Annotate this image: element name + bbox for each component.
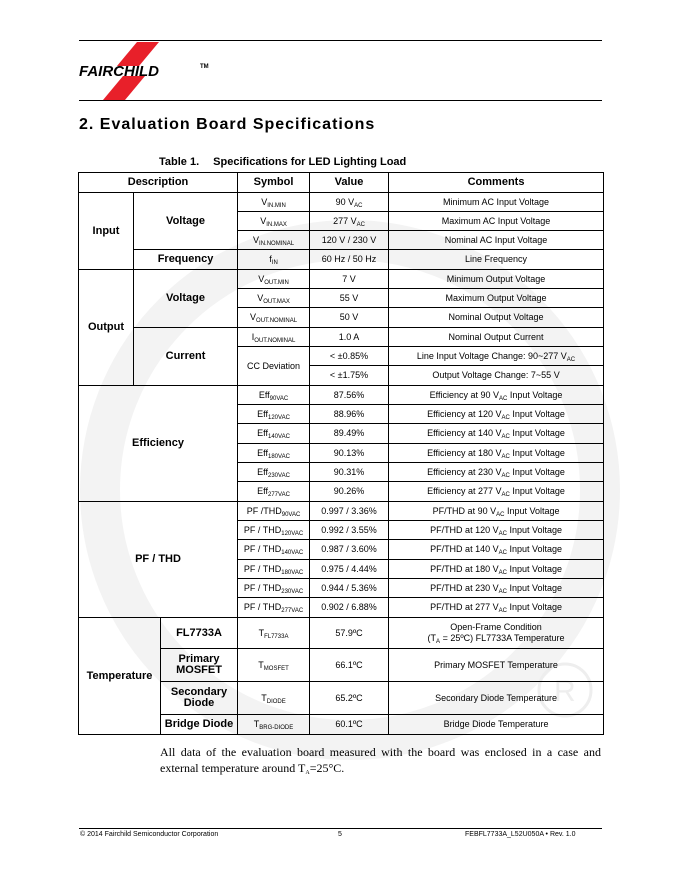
footer-doc-id: FEBFL7733A_L52U050A • Rev. 1.0	[465, 831, 576, 838]
value-cell: 60.1ºC	[310, 715, 389, 735]
value-cell: 87.56%	[310, 386, 389, 405]
group-input-frequency: Frequency	[134, 250, 238, 270]
comment-cell: Nominal Output Voltage	[389, 308, 604, 328]
comment-cell: Primary MOSFET Temperature	[389, 649, 604, 682]
value-cell: 0.987 / 3.60%	[310, 540, 389, 560]
symbol-cc-deviation: CC Deviation	[238, 347, 310, 386]
value-cell: 90.13%	[310, 444, 389, 463]
value-cell: 55 V	[310, 289, 389, 308]
comment-cell: PF/THD at 90 $V_{AC}$ Input Voltage	[389, 502, 604, 521]
value-cell: 90.31%	[310, 463, 389, 482]
symbol-cell: PF / $THD_{230VAC}$	[238, 579, 310, 598]
svg-text:R: R	[554, 675, 576, 708]
comment-cell: Minimum AC Input Voltage	[389, 193, 604, 212]
symbol-cell: $V_{OUT.NOMINAL}$	[238, 308, 310, 328]
value-cell: 90.26%	[310, 482, 389, 502]
symbol-cell: $I_{OUT.NOMINAL}$	[238, 328, 310, 347]
group-temperature: Temperature	[79, 618, 161, 735]
logo-trademark: TM	[200, 64, 209, 70]
header-value: Value	[310, 173, 389, 193]
value-cell: 7 V	[310, 270, 389, 289]
group-output: Output	[79, 270, 134, 386]
table-caption	[159, 156, 406, 168]
table-row	[79, 502, 604, 521]
group-efficiency: Efficiency	[79, 386, 238, 502]
comment-cell: Efficiency at 140 $V_{AC}$ Input Voltage	[389, 424, 604, 444]
comment-cell: Efficiency at 120 $V_{AC}$ Input Voltage	[389, 405, 604, 424]
symbol-cell: Eff$_{230VAC}$	[238, 463, 310, 482]
symbol-cell: $T_{DIODE}$	[238, 682, 310, 715]
symbol-cell: $V_{OUT.MAX}$	[238, 289, 310, 308]
header-comments: Comments	[389, 173, 604, 193]
value-cell: 60 Hz / 50 Hz	[310, 250, 389, 270]
measurement-note: All data of the evaluation board measured with the board was enclosed in a case and external temperature around $T_A=25^\circ C$.	[160, 745, 601, 776]
comment-cell: Open-Frame Condition ($T_A$ = 25ºC) FL7733A Temperature	[389, 618, 604, 649]
value-cell: 0.944 / 5.36%	[310, 579, 389, 598]
comment-cell: PF/THD at 277 $V_{AC}$ Input Voltage	[389, 598, 604, 618]
symbol-cell: $V_{IN.MAX}$	[238, 212, 310, 231]
symbol-cell: PF / $THD_{120VAC}$	[238, 521, 310, 540]
symbol-cell: $V_{IN.MIN}$	[238, 193, 310, 212]
table-number: Table 1.	[159, 156, 200, 168]
value-cell: < ±0.85%	[310, 347, 389, 366]
symbol-cell: $f_{IN}$	[238, 250, 310, 270]
value-cell: 50 V	[310, 308, 389, 328]
value-cell: 66.1ºC	[310, 649, 389, 682]
comment-cell: Minimum Output Voltage	[389, 270, 604, 289]
comment-cell: Maximum Output Voltage	[389, 289, 604, 308]
fairchild-logo	[79, 42, 209, 100]
comment-cell: Nominal AC Input Voltage	[389, 231, 604, 250]
symbol-cell: Eff$_{120VAC}$	[238, 405, 310, 424]
header-top-rule	[79, 40, 602, 41]
value-cell: 89.49%	[310, 424, 389, 444]
comment-cell: Maximum AC Input Voltage	[389, 212, 604, 231]
temp-secondary-label: Secondary Diode	[161, 682, 238, 715]
footer-rule	[79, 828, 602, 829]
symbol-cell: $T_{FL7733A}$	[238, 618, 310, 649]
table-row	[79, 250, 604, 270]
table-row	[79, 270, 604, 289]
symbol-cell: Eff$_{90VAC}$	[238, 386, 310, 405]
section-title: 2. Evaluation Board Specifications	[79, 116, 376, 133]
symbol-cell: PF / $THD_{180VAC}$	[238, 560, 310, 579]
comment-cell: Efficiency at 277 $V_{AC}$ Input Voltage	[389, 482, 604, 502]
table-row	[79, 328, 604, 347]
comment-cell: Line Frequency	[389, 250, 604, 270]
comment-cell: Secondary Diode Temperature	[389, 682, 604, 715]
value-cell: 1.0 A	[310, 328, 389, 347]
symbol-cell: Eff$_{140VAC}$	[238, 424, 310, 444]
group-output-current: Current	[134, 328, 238, 386]
value-cell: < ±1.75%	[310, 366, 389, 386]
table-row	[79, 386, 604, 405]
symbol-cell: $T_{MOSFET}$	[238, 649, 310, 682]
comment-cell: Nominal Output Current	[389, 328, 604, 347]
comment-cell: PF/THD at 180 $V_{AC}$ Input Voltage	[389, 560, 604, 579]
temp-bridge-label: Bridge Diode	[161, 715, 238, 735]
footer-copyright: © 2014 Fairchild Semiconductor Corporation	[80, 831, 219, 838]
value-cell: 88.96%	[310, 405, 389, 424]
comment-cell: Efficiency at 90 $V_{AC}$ Input Voltage	[389, 386, 604, 405]
symbol-cell: $T_{BRG-DIODE}$	[238, 715, 310, 735]
group-input: Input	[79, 193, 134, 270]
footer-page-number: 5	[338, 831, 342, 838]
comment-cell: PF/THD at 230 $V_{AC}$ Input Voltage	[389, 579, 604, 598]
table-row	[79, 193, 604, 212]
logo-wordmark: FAIRCHILD	[79, 63, 159, 80]
symbol-cell: PF / $THD_{140VAC}$	[238, 540, 310, 560]
header-symbol: Symbol	[238, 173, 310, 193]
comment-cell: Bridge Diode Temperature	[389, 715, 604, 735]
symbol-cell: $V_{OUT.MIN}$	[238, 270, 310, 289]
value-cell: 0.997 / 3.36%	[310, 502, 389, 521]
group-output-voltage: Voltage	[134, 270, 238, 328]
value-cell: 90 $V_{AC}$	[310, 193, 389, 212]
value-cell: 120 V / 230 V	[310, 231, 389, 250]
value-cell: 0.902 / 6.88%	[310, 598, 389, 618]
comment-cell: Output Voltage Change: 7~55 V	[389, 366, 604, 386]
value-cell: 0.992 / 3.55%	[310, 521, 389, 540]
specifications-table	[78, 172, 604, 735]
value-cell: 277 $V_{AC}$	[310, 212, 389, 231]
temp-fl7733a-label: FL7733A	[161, 618, 238, 649]
table-row	[79, 618, 604, 649]
comment-cell: PF/THD at 140 $V_{AC}$ Input Voltage	[389, 540, 604, 560]
comment-cell: PF/THD at 120 $V_{AC}$ Input Voltage	[389, 521, 604, 540]
table-title: Specifications for LED Lighting Load	[213, 156, 407, 168]
group-input-voltage: Voltage	[134, 193, 238, 250]
symbol-cell: $V_{IN.NOMINAL}$	[238, 231, 310, 250]
comment-cell: Efficiency at 230 $V_{AC}$ Input Voltage	[389, 463, 604, 482]
group-pf-thd: PF / THD	[79, 502, 238, 618]
comment-cell: Line Input Voltage Change: 90~277 $V_{AC}$	[389, 347, 604, 366]
comment-cell: Efficiency at 180 $V_{AC}$ Input Voltage	[389, 444, 604, 463]
symbol-cell: Eff$_{277VAC}$	[238, 482, 310, 502]
symbol-cell: Eff$_{180VAC}$	[238, 444, 310, 463]
header-description: Description	[79, 173, 238, 193]
symbol-cell: PF $/THD_{90VAC}$	[238, 502, 310, 521]
value-cell: 65.2ºC	[310, 682, 389, 715]
temp-primary-label: Primary MOSFET	[161, 649, 238, 682]
value-cell: 0.975 / 4.44%	[310, 560, 389, 579]
value-cell: 57.9ºC	[310, 618, 389, 649]
header-bottom-rule	[79, 100, 602, 101]
symbol-cell: PF / $THD_{277VAC}$	[238, 598, 310, 618]
